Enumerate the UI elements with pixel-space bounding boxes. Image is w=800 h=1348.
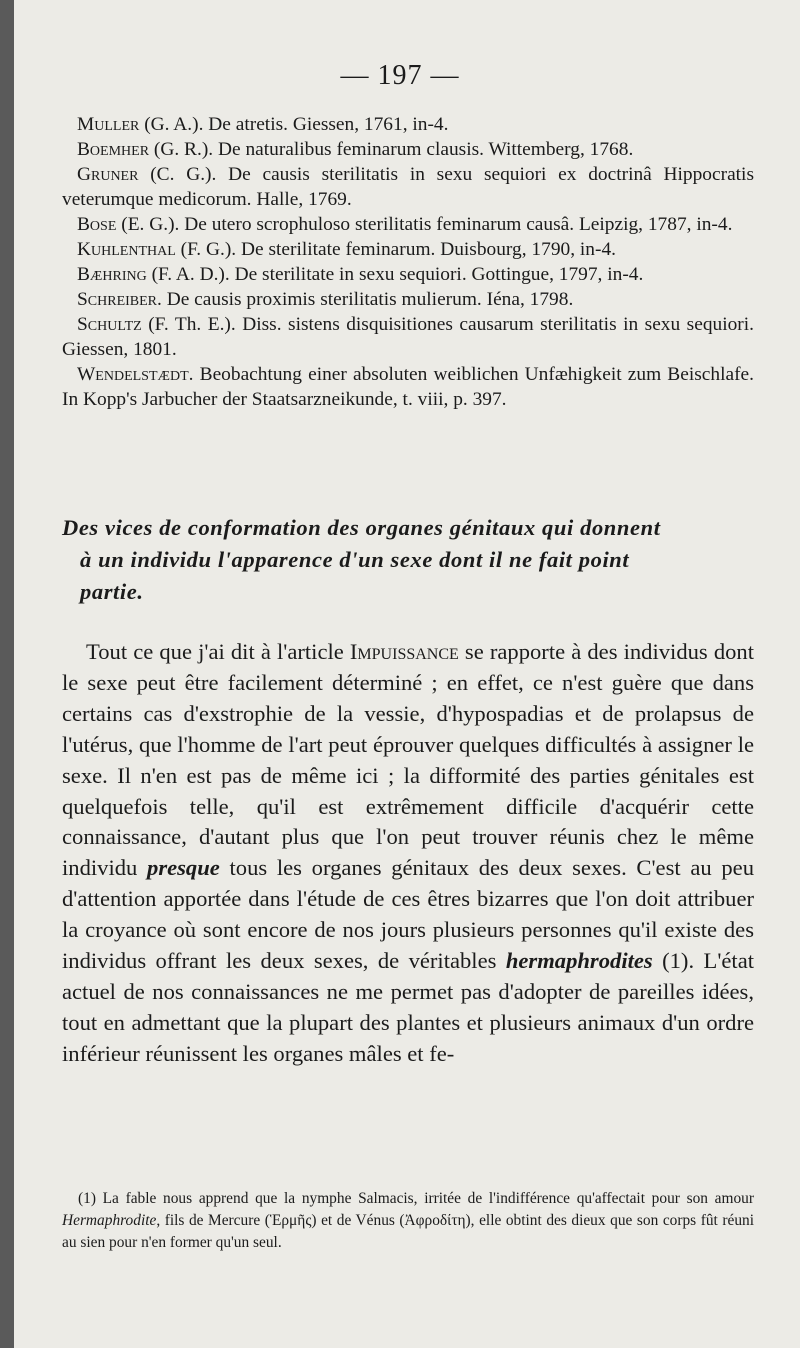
emphasis-word: hermaphrodites xyxy=(505,948,653,974)
entry-text: . De causis proximis sterilitatis mulierum. Iéna, 1798. xyxy=(157,289,574,310)
bibliography-entry xyxy=(62,162,754,212)
section-title xyxy=(62,512,762,608)
bibliography-entry xyxy=(62,237,754,262)
bibliography-entry xyxy=(62,362,754,412)
entry-author: Bæhring xyxy=(77,264,147,285)
bibliography-list xyxy=(62,112,754,412)
emphasis-word: Hermaphrodite xyxy=(62,1212,157,1229)
entry-author: Gruner xyxy=(77,164,139,185)
entry-author: Bose xyxy=(77,214,117,235)
entry-text: . Beobachtung einer absoluten weiblichen Unfæhigkeit zum Beischlafe. In Kopp's Jarbucher der Staatsarzneikunde, t. viii, p. 397. xyxy=(62,364,754,410)
entry-author: Wendelstædt xyxy=(77,364,189,385)
text-run: (1). L'état actuel de nos connaissances ne me permet pas d'adopter de pareilles idées, tout en admettant que la plupart des plantes et plusieurs animaux d'un ordre inférieur réunissent les organes mâles et fe- xyxy=(62,948,755,1066)
text-run: Tout ce que j'ai dit à l'article xyxy=(86,639,350,664)
bibliography-entry xyxy=(62,287,754,312)
entry-text: (F. G.). De sterilitate feminarum. Duisbourg, 1790, in-4. xyxy=(175,239,616,260)
entry-text: (G. A.). De atretis. Giessen, 1761, in-4. xyxy=(139,114,449,135)
footnote-paragraph xyxy=(62,1188,754,1254)
entry-author: Muller xyxy=(77,114,140,135)
text-run: se rapporte à des individus dont le sexe peut être facilement déterminé ; en effet, ce n'est guère que dans certains cas d'exstrophie de la vessie, d'hypospadias et de prolapsus de l'utérus, que l'homme de l'art peut éprouver quelques difficultés à assigner le sexe. Il n'en est pas de même ici ; la difformité des parties génitales est quelquefois telle, qu'il est extrêmement difficile d'acquérir cette connaissance, d'autant plus que l'on peut trouver réunis chez le même individu xyxy=(62,639,755,881)
entry-text: (E. G.). De utero scrophuloso sterilitatis feminarum causâ. Leipzig, 1787, in-4. xyxy=(116,214,733,235)
page-number-header: — 197 — xyxy=(340,60,460,91)
bibliography-entry xyxy=(62,112,754,137)
text-run: tous les organes génitaux des deux sexes. C'est au peu d'attention apportée dans l'étude de ces êtres bizarres que l'on doit attribuer la croyance où sont encore de nos jours plusieurs personnes qu'il existe des individus offrant les deux sexes, de véritables xyxy=(62,855,754,974)
body-paragraph-block xyxy=(62,637,754,1070)
text-run: (1) La fable nous apprend que la nymphe Salmacis, irritée de l'indifférence qu'affectait pour son amour xyxy=(78,1190,754,1207)
text-run: , fils de Mercure (Ἑρμῆς) et de Vénus (Ἀφροδίτη), elle obtint des dieux que son corps fût réuni au sien pour n'en former qu'un seul. xyxy=(62,1212,754,1251)
footnote xyxy=(62,1188,754,1254)
section-title-line: à un individu l'apparence d'un sexe dont il ne fait point xyxy=(80,547,630,572)
section-title-line: partie. xyxy=(80,579,144,604)
entry-text: (G. R.). De naturalibus feminarum clausis. Wittemberg, 1768. xyxy=(149,139,634,160)
entry-author: Schreiber xyxy=(77,289,158,310)
article-reference: Impuissance xyxy=(349,639,459,664)
bibliography-entry xyxy=(62,312,754,362)
bibliography-entry xyxy=(62,137,754,162)
entry-text: (F. A. D.). De sterilitate in sexu sequiori. Gottingue, 1797, in-4. xyxy=(146,264,644,285)
entry-text: (F. Th. E.). Diss. sistens disquisitiones causarum sterilitatis in sexu sequiori. Giessen, 1801. xyxy=(62,314,754,360)
entry-author: Boemher xyxy=(77,139,150,160)
entry-text: (C. G.). De causis sterilitatis in sexu sequiori ex doctrinâ Hippocratis veterumque medicorum. Halle, 1769. xyxy=(62,164,754,210)
entry-author: Schultz xyxy=(77,314,142,335)
bibliography-entry xyxy=(62,262,754,287)
body-paragraph xyxy=(62,637,754,1070)
bibliography-entry xyxy=(62,212,754,237)
emphasis-word: presque xyxy=(147,855,220,881)
entry-author: Kuhlenthal xyxy=(77,239,176,260)
section-title-line: Des vices de conformation des organes génitaux qui donnent xyxy=(62,515,661,540)
